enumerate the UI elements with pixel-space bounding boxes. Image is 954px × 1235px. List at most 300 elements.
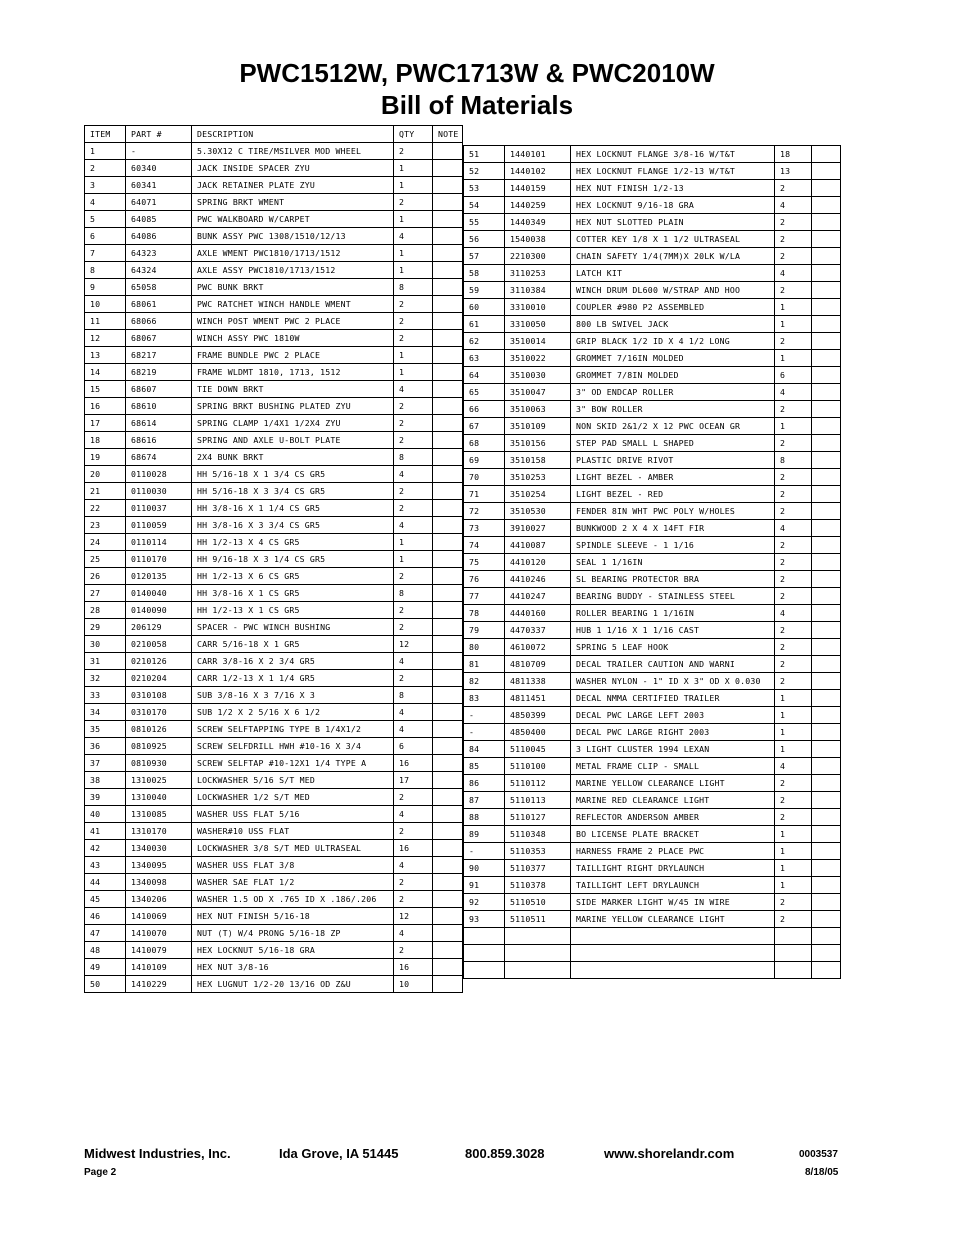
table-cell — [433, 534, 463, 551]
table-cell: HH 9/16-18 X 3 1/4 CS GR5 — [192, 551, 394, 568]
table-cell: 2 — [775, 656, 812, 673]
table-row — [464, 639, 841, 656]
table-cell — [433, 755, 463, 772]
table-cell: 2 — [775, 554, 812, 571]
table-cell — [433, 143, 463, 160]
table-cell — [812, 877, 841, 894]
table-cell: 4 — [394, 704, 433, 721]
table-row — [464, 214, 841, 231]
table-cell: 22 — [85, 500, 126, 517]
table-row — [464, 180, 841, 197]
table-cell: 5110510 — [505, 894, 571, 911]
table-cell: NUT (T) W/4 PRONG 5/16-18 ZP — [192, 925, 394, 942]
table-cell: 2 — [775, 571, 812, 588]
table-row — [464, 894, 841, 911]
table-cell — [812, 180, 841, 197]
table-cell — [433, 483, 463, 500]
table-cell: 6 — [85, 228, 126, 245]
table-cell: 4 — [775, 265, 812, 282]
table-cell — [433, 330, 463, 347]
table-cell: 4 — [394, 925, 433, 942]
table-cell: 35 — [85, 721, 126, 738]
table-row — [85, 364, 463, 381]
table-cell — [812, 537, 841, 554]
table-cell: 1 — [394, 245, 433, 262]
table-row — [464, 469, 841, 486]
table-cell: 68610 — [126, 398, 192, 415]
table-cell: 51 — [464, 146, 505, 163]
table-cell — [812, 639, 841, 656]
table-cell — [433, 806, 463, 823]
table-cell: 68219 — [126, 364, 192, 381]
table-row — [464, 741, 841, 758]
table-row — [85, 585, 463, 602]
table-header-row — [85, 126, 463, 143]
table-cell: HEX LOCKNUT FLANGE 3/8-16 W/T&T — [571, 146, 775, 163]
table-row — [464, 231, 841, 248]
table-cell — [505, 962, 571, 979]
table-cell: 0110170 — [126, 551, 192, 568]
table-cell: 14 — [85, 364, 126, 381]
table-cell: HUB 1 1/16 X 1 1/16 CAST — [571, 622, 775, 639]
table-cell — [812, 146, 841, 163]
table-row — [464, 316, 841, 333]
table-row — [464, 622, 841, 639]
table-row — [464, 486, 841, 503]
table-cell: LOCKWASHER 5/16 S/T MED — [192, 772, 394, 789]
table-cell: 32 — [85, 670, 126, 687]
table-cell: NON SKID 2&1/2 X 12 PWC OCEAN GR — [571, 418, 775, 435]
table-cell: 18 — [775, 146, 812, 163]
table-cell — [812, 588, 841, 605]
table-cell — [433, 415, 463, 432]
table-cell: 1410079 — [126, 942, 192, 959]
table-cell: 64 — [464, 367, 505, 384]
table-cell: 33 — [85, 687, 126, 704]
table-cell: 2 — [394, 330, 433, 347]
table-cell: 1340030 — [126, 840, 192, 857]
table-cell: 2 — [775, 333, 812, 350]
table-cell: 1 — [85, 143, 126, 160]
table-cell — [812, 605, 841, 622]
table-cell: SCREW SELFTAPPING TYPE B 1/4X1/2 — [192, 721, 394, 738]
table-cell: 4 — [775, 758, 812, 775]
table-cell: 37 — [85, 755, 126, 772]
table-cell — [464, 945, 505, 962]
table-cell — [812, 690, 841, 707]
table-cell: WASHER USS FLAT 3/8 — [192, 857, 394, 874]
table-cell: 29 — [85, 619, 126, 636]
table-cell: SPRING 5 LEAF HOOK — [571, 639, 775, 656]
table-row — [85, 279, 463, 296]
table-cell: 4 — [775, 197, 812, 214]
table-cell: 46 — [85, 908, 126, 925]
table-cell: REFLECTOR ANDERSON AMBER — [571, 809, 775, 826]
table-cell — [433, 347, 463, 364]
table-cell: 4 — [775, 384, 812, 401]
table-cell: 5110378 — [505, 877, 571, 894]
table-cell: 8 — [775, 452, 812, 469]
table-row — [464, 350, 841, 367]
table-cell — [812, 945, 841, 962]
table-cell: 23 — [85, 517, 126, 534]
table-cell: MARINE YELLOW CLEARANCE LIGHT — [571, 775, 775, 792]
table-cell: COUPLER #980 P2 ASSEMBLED — [571, 299, 775, 316]
table-cell: 45 — [85, 891, 126, 908]
table-row — [85, 449, 463, 466]
table-cell: 19 — [85, 449, 126, 466]
table-row — [464, 809, 841, 826]
table-cell: HEX NUT FINISH 5/16-18 — [192, 908, 394, 925]
table-cell: 3110384 — [505, 282, 571, 299]
table-cell: 0210126 — [126, 653, 192, 670]
table-cell: LATCH KIT — [571, 265, 775, 282]
table-row — [464, 146, 841, 163]
table-cell: 1 — [775, 724, 812, 741]
table-cell: 60340 — [126, 160, 192, 177]
table-cell: 2 — [775, 486, 812, 503]
table-cell: 2 — [394, 500, 433, 517]
table-cell: 2 — [394, 670, 433, 687]
table-cell: 28 — [85, 602, 126, 619]
table-cell — [433, 585, 463, 602]
table-row — [85, 755, 463, 772]
table-cell: 78 — [464, 605, 505, 622]
table-cell — [433, 874, 463, 891]
table-cell: 3 LIGHT CLUSTER 1994 LEXAN — [571, 741, 775, 758]
table-cell: 2 — [394, 415, 433, 432]
table-cell: 6 — [394, 738, 433, 755]
table-row — [85, 330, 463, 347]
table-row — [85, 738, 463, 755]
table-cell: 3510158 — [505, 452, 571, 469]
table-cell: LIGHT BEZEL - AMBER — [571, 469, 775, 486]
table-row — [464, 673, 841, 690]
table-cell: 5110353 — [505, 843, 571, 860]
table-cell: HH 3/8-16 X 3 3/4 CS GR5 — [192, 517, 394, 534]
column-header: QTY — [394, 126, 433, 143]
table-cell: 2 — [85, 160, 126, 177]
table-cell: 2 — [394, 874, 433, 891]
table-cell: 0210204 — [126, 670, 192, 687]
table-cell: HARNESS FRAME 2 PLACE PWC — [571, 843, 775, 860]
table-cell: PWC RATCHET WINCH HANDLE WMENT — [192, 296, 394, 313]
table-cell: 68 — [464, 435, 505, 452]
table-row — [85, 891, 463, 908]
table-cell: JACK RETAINER PLATE ZYU — [192, 177, 394, 194]
table-cell: 65058 — [126, 279, 192, 296]
table-cell: HH 5/16-18 X 1 3/4 CS GR5 — [192, 466, 394, 483]
table-cell: 1 — [775, 299, 812, 316]
table-cell — [433, 721, 463, 738]
table-cell: 2 — [775, 231, 812, 248]
table-cell — [433, 568, 463, 585]
table-row — [85, 653, 463, 670]
table-cell: 69 — [464, 452, 505, 469]
table-cell: 12 — [85, 330, 126, 347]
table-cell: 1440159 — [505, 180, 571, 197]
table-cell: 1 — [394, 347, 433, 364]
table-cell — [433, 959, 463, 976]
table-row — [85, 704, 463, 721]
table-cell: 44 — [85, 874, 126, 891]
table-cell — [433, 279, 463, 296]
table-cell: 800 LB SWIVEL JACK — [571, 316, 775, 333]
table-cell: HEX LOCKNUT 5/16-18 GRA — [192, 942, 394, 959]
table-cell: 86 — [464, 775, 505, 792]
table-cell: 0110114 — [126, 534, 192, 551]
table-cell: SUB 1/2 X 2 5/16 X 6 1/2 — [192, 704, 394, 721]
table-row — [464, 163, 841, 180]
table-cell: MARINE RED CLEARANCE LIGHT — [571, 792, 775, 809]
table-cell: 2 — [394, 619, 433, 636]
table-cell — [433, 891, 463, 908]
table-cell: 3910027 — [505, 520, 571, 537]
table-cell: 1 — [775, 316, 812, 333]
table-cell — [433, 619, 463, 636]
table-cell: SPINDLE SLEEVE - 1 1/16 — [571, 537, 775, 554]
table-cell — [505, 928, 571, 945]
table-cell: 27 — [85, 585, 126, 602]
table-cell — [812, 792, 841, 809]
table-cell: FRAME WLDMT 1810, 1713, 1512 — [192, 364, 394, 381]
table-cell — [812, 843, 841, 860]
table-cell: 5110100 — [505, 758, 571, 775]
table-cell: 1440259 — [505, 197, 571, 214]
table-cell: WASHER NYLON - 1" ID X 3" OD X 0.030 — [571, 673, 775, 690]
table-cell: 0310108 — [126, 687, 192, 704]
table-cell: 40 — [85, 806, 126, 823]
table-cell: 3" OD ENDCAP ROLLER — [571, 384, 775, 401]
table-cell: CARR 1/2-13 X 1 1/4 GR5 — [192, 670, 394, 687]
table-cell: 7 — [85, 245, 126, 262]
table-cell: 2 — [394, 823, 433, 840]
table-row — [85, 177, 463, 194]
table-cell: 12 — [394, 636, 433, 653]
table-cell: SUB 3/8-16 X 3 7/16 X 3 — [192, 687, 394, 704]
table-row — [85, 874, 463, 891]
table-cell: HEX LOCKNUT 9/16-18 GRA — [571, 197, 775, 214]
table-row — [464, 435, 841, 452]
table-row — [464, 554, 841, 571]
table-cell — [433, 942, 463, 959]
table-cell: 34 — [85, 704, 126, 721]
table-cell: 1 — [394, 211, 433, 228]
table-row — [464, 962, 841, 979]
table-cell — [433, 449, 463, 466]
column-header: ITEM — [85, 126, 126, 143]
table-cell — [433, 857, 463, 874]
table-cell: 1 — [394, 364, 433, 381]
table-cell — [433, 823, 463, 840]
table-cell — [812, 962, 841, 979]
table-cell: 70 — [464, 469, 505, 486]
column-header: PART # — [126, 126, 192, 143]
table-cell: 90 — [464, 860, 505, 877]
table-row — [85, 670, 463, 687]
table-cell: 41 — [85, 823, 126, 840]
table-cell: 3510109 — [505, 418, 571, 435]
table-row — [85, 398, 463, 415]
footer-website: www.shorelandr.com — [604, 1146, 735, 1161]
table-cell — [812, 928, 841, 945]
table-cell: 88 — [464, 809, 505, 826]
table-cell: 206129 — [126, 619, 192, 636]
table-cell: 2 — [775, 469, 812, 486]
table-cell — [812, 724, 841, 741]
table-cell — [433, 551, 463, 568]
table-cell: 8 — [394, 449, 433, 466]
table-cell: 5110511 — [505, 911, 571, 928]
table-cell — [433, 398, 463, 415]
table-row — [85, 568, 463, 585]
table-cell — [433, 908, 463, 925]
table-cell: 75 — [464, 554, 505, 571]
table-cell: 85 — [464, 758, 505, 775]
footer-date: 8/18/05 — [805, 1167, 839, 1178]
table-cell: 1 — [775, 877, 812, 894]
table-cell — [812, 707, 841, 724]
table-cell: 80 — [464, 639, 505, 656]
table-cell: 5110045 — [505, 741, 571, 758]
table-row — [85, 772, 463, 789]
footer-doc-number: 0003537 — [799, 1149, 838, 1160]
table-cell — [433, 245, 463, 262]
table-cell: MARINE YELLOW CLEARANCE LIGHT — [571, 911, 775, 928]
table-cell: 68061 — [126, 296, 192, 313]
table-cell: 83 — [464, 690, 505, 707]
table-cell: 16 — [394, 840, 433, 857]
table-cell: 73 — [464, 520, 505, 537]
table-cell: 1310085 — [126, 806, 192, 823]
table-cell: 3510047 — [505, 384, 571, 401]
table-row — [85, 602, 463, 619]
table-row — [85, 908, 463, 925]
table-cell: CARR 5/16-18 X 1 GR5 — [192, 636, 394, 653]
table-cell — [433, 517, 463, 534]
table-cell: 3110253 — [505, 265, 571, 282]
table-cell — [812, 894, 841, 911]
table-cell: 2 — [775, 401, 812, 418]
table-row — [85, 415, 463, 432]
table-cell — [812, 316, 841, 333]
table-row — [85, 432, 463, 449]
table-cell: 1 — [394, 160, 433, 177]
table-cell: HEX NUT 3/8-16 — [192, 959, 394, 976]
table-cell — [433, 500, 463, 517]
table-cell: 1 — [775, 418, 812, 435]
table-cell: 4850399 — [505, 707, 571, 724]
table-cell: 1340095 — [126, 857, 192, 874]
table-cell — [812, 367, 841, 384]
table-row — [85, 942, 463, 959]
table-row — [464, 367, 841, 384]
table-cell — [433, 636, 463, 653]
table-cell — [812, 401, 841, 418]
table-cell: 15 — [85, 381, 126, 398]
table-cell: 16 — [85, 398, 126, 415]
table-cell: 16 — [394, 959, 433, 976]
table-cell: WASHER USS FLAT 5/16 — [192, 806, 394, 823]
table-cell: 2 — [394, 568, 433, 585]
table-cell — [775, 962, 812, 979]
table-cell: HEX NUT SLOTTED PLAIN — [571, 214, 775, 231]
table-cell: 4 — [394, 721, 433, 738]
table-cell — [433, 704, 463, 721]
table-cell: LIGHT BEZEL - RED — [571, 486, 775, 503]
table-cell — [433, 364, 463, 381]
table-cell: 1 — [394, 534, 433, 551]
table-cell: 60341 — [126, 177, 192, 194]
table-cell: AXLE WMENT PWC1810/1713/1512 — [192, 245, 394, 262]
table-cell: HH 1/2-13 X 4 CS GR5 — [192, 534, 394, 551]
table-cell: 68067 — [126, 330, 192, 347]
table-cell: CARR 3/8-16 X 2 3/4 GR5 — [192, 653, 394, 670]
table-cell: 1410069 — [126, 908, 192, 925]
table-cell: 3310010 — [505, 299, 571, 316]
table-cell: 0210058 — [126, 636, 192, 653]
table-cell: 0110059 — [126, 517, 192, 534]
table-cell: 2 — [394, 602, 433, 619]
table-cell: 71 — [464, 486, 505, 503]
table-cell: 2210300 — [505, 248, 571, 265]
table-cell: SPRING CLAMP 1/4X1 1/2X4 ZYU — [192, 415, 394, 432]
table-cell: 77 — [464, 588, 505, 605]
table-cell: 58 — [464, 265, 505, 282]
table-cell: 1310040 — [126, 789, 192, 806]
table-cell: 93 — [464, 911, 505, 928]
table-cell — [812, 554, 841, 571]
table-cell: 47 — [85, 925, 126, 942]
table-cell: 76 — [464, 571, 505, 588]
table-cell: 63 — [464, 350, 505, 367]
table-cell: 2 — [775, 622, 812, 639]
table-cell: 81 — [464, 656, 505, 673]
table-cell: GROMMET 7/8IN MOLDED — [571, 367, 775, 384]
bom-table-left — [84, 125, 463, 993]
table-cell: 64324 — [126, 262, 192, 279]
table-row — [85, 534, 463, 551]
table-cell: 30 — [85, 636, 126, 653]
table-cell — [433, 177, 463, 194]
table-cell: 2 — [775, 248, 812, 265]
table-cell: 4 — [394, 517, 433, 534]
table-row — [85, 228, 463, 245]
table-cell — [571, 962, 775, 979]
table-cell: 43 — [85, 857, 126, 874]
table-cell: - — [126, 143, 192, 160]
table-row — [464, 826, 841, 843]
table-cell: LOCKWASHER 1/2 S/T MED — [192, 789, 394, 806]
table-cell: 64323 — [126, 245, 192, 262]
table-cell: AXLE ASSY PWC1810/1713/1512 — [192, 262, 394, 279]
table-cell — [433, 738, 463, 755]
table-cell: 36 — [85, 738, 126, 755]
table-cell: 68616 — [126, 432, 192, 449]
table-cell: WINCH ASSY PWC 1810W — [192, 330, 394, 347]
table-cell: 0310170 — [126, 704, 192, 721]
table-cell: 2 — [775, 537, 812, 554]
table-cell: 20 — [85, 466, 126, 483]
table-cell: 66 — [464, 401, 505, 418]
table-row — [85, 500, 463, 517]
table-cell: 2 — [394, 313, 433, 330]
table-row — [85, 211, 463, 228]
table-cell — [433, 296, 463, 313]
table-cell: BO LICENSE PLATE BRACKET — [571, 826, 775, 843]
table-cell: 3510156 — [505, 435, 571, 452]
table-cell: 3510254 — [505, 486, 571, 503]
